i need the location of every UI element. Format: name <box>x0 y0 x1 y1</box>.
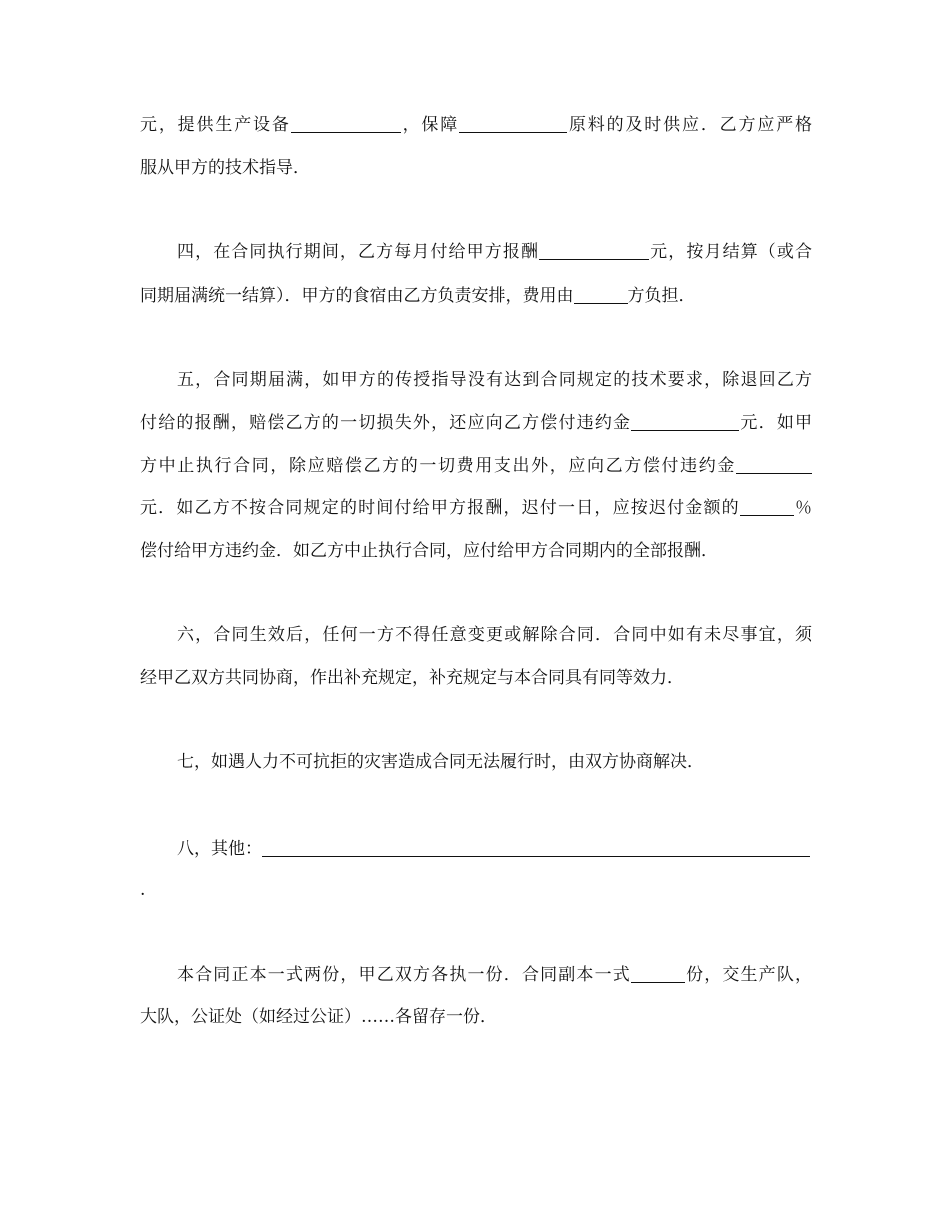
paragraph-4-line-1 <box>177 240 812 264</box>
paragraph-5-line-3 <box>140 454 812 478</box>
paragraph-3-line-2: 服从甲方的技术指导． <box>140 158 310 178</box>
text: 四，在合同执行期间，乙方每月付给甲方报酬 <box>177 242 540 262</box>
other-terms-blank <box>262 838 810 857</box>
paragraph-5-line-2 <box>140 411 812 435</box>
text: ，保障 <box>400 115 460 135</box>
paragraph-4-line-2 <box>140 284 812 308</box>
text: 八，其他： <box>177 839 262 859</box>
copies-blank <box>631 964 685 983</box>
text: 方负担． <box>627 286 696 306</box>
text: 同期届满统一结算）．甲方的食宿由乙方负责安排，费用由 <box>140 286 574 306</box>
text: 方中止执行合同，除应赔偿乙方的一切费用支出外，应向乙方偿付违约金 <box>140 456 736 476</box>
text: 本合同正本一式两份，甲乙双方各执一份．合同副本一式 <box>177 965 631 985</box>
paragraph-3-line-1 <box>140 113 812 137</box>
paragraph-9-line-2: 大队，公证处（如经过公证）……各留存一份． <box>140 1007 497 1027</box>
text: 元，按月结算（或合 <box>649 242 813 262</box>
text: 元．如乙方不按合同规定的时间付给甲方报酬，迟付一日，应按迟付金额的 <box>140 498 740 518</box>
percent-blank <box>740 497 794 516</box>
paragraph-5-line-4 <box>140 496 812 520</box>
materials-blank <box>459 114 567 133</box>
text: 付给的报酬，赔偿乙方的一切损失外，还应向乙方偿付违约金 <box>140 413 632 433</box>
penalty-blank-2 <box>736 455 812 474</box>
text: ％ <box>793 498 813 518</box>
paragraph-5-line-5: 偿付给甲方违约金．如乙方中止执行合同，应付给甲方合同期内的全部报酬． <box>140 541 718 561</box>
text: 元，提供生产设备 <box>140 115 291 135</box>
penalty-blank-1 <box>631 412 739 431</box>
text: 原料的及时供应．乙方应严格 <box>567 115 813 135</box>
equipment-blank <box>291 114 401 133</box>
text: 份，交生产队， <box>684 965 812 985</box>
paragraph-8-line-2: . <box>140 880 146 900</box>
paragraph-5-line-1: 五，合同期届满，如甲方的传授指导没有达到合同规定的技术要求，除退回乙方 <box>177 370 812 390</box>
text: 元．如甲 <box>739 413 813 433</box>
cost-party-blank <box>574 285 628 304</box>
paragraph-7-line-1: 七，如遇人力不可抗拒的灾害造成合同无法履行时，由双方协商解决． <box>177 752 704 772</box>
paragraph-6-line-2: 经甲乙双方共同协商，作出补充规定，补充规定与本合同具有同等效力． <box>140 668 684 688</box>
paragraph-8-line-1 <box>177 837 812 861</box>
paragraph-9-line-1 <box>177 963 812 987</box>
monthly-payment-blank <box>539 241 649 260</box>
paragraph-6-line-1: 六，合同生效后，任何一方不得任意变更或解除合同．合同中如有未尽事宜，须 <box>177 625 812 645</box>
